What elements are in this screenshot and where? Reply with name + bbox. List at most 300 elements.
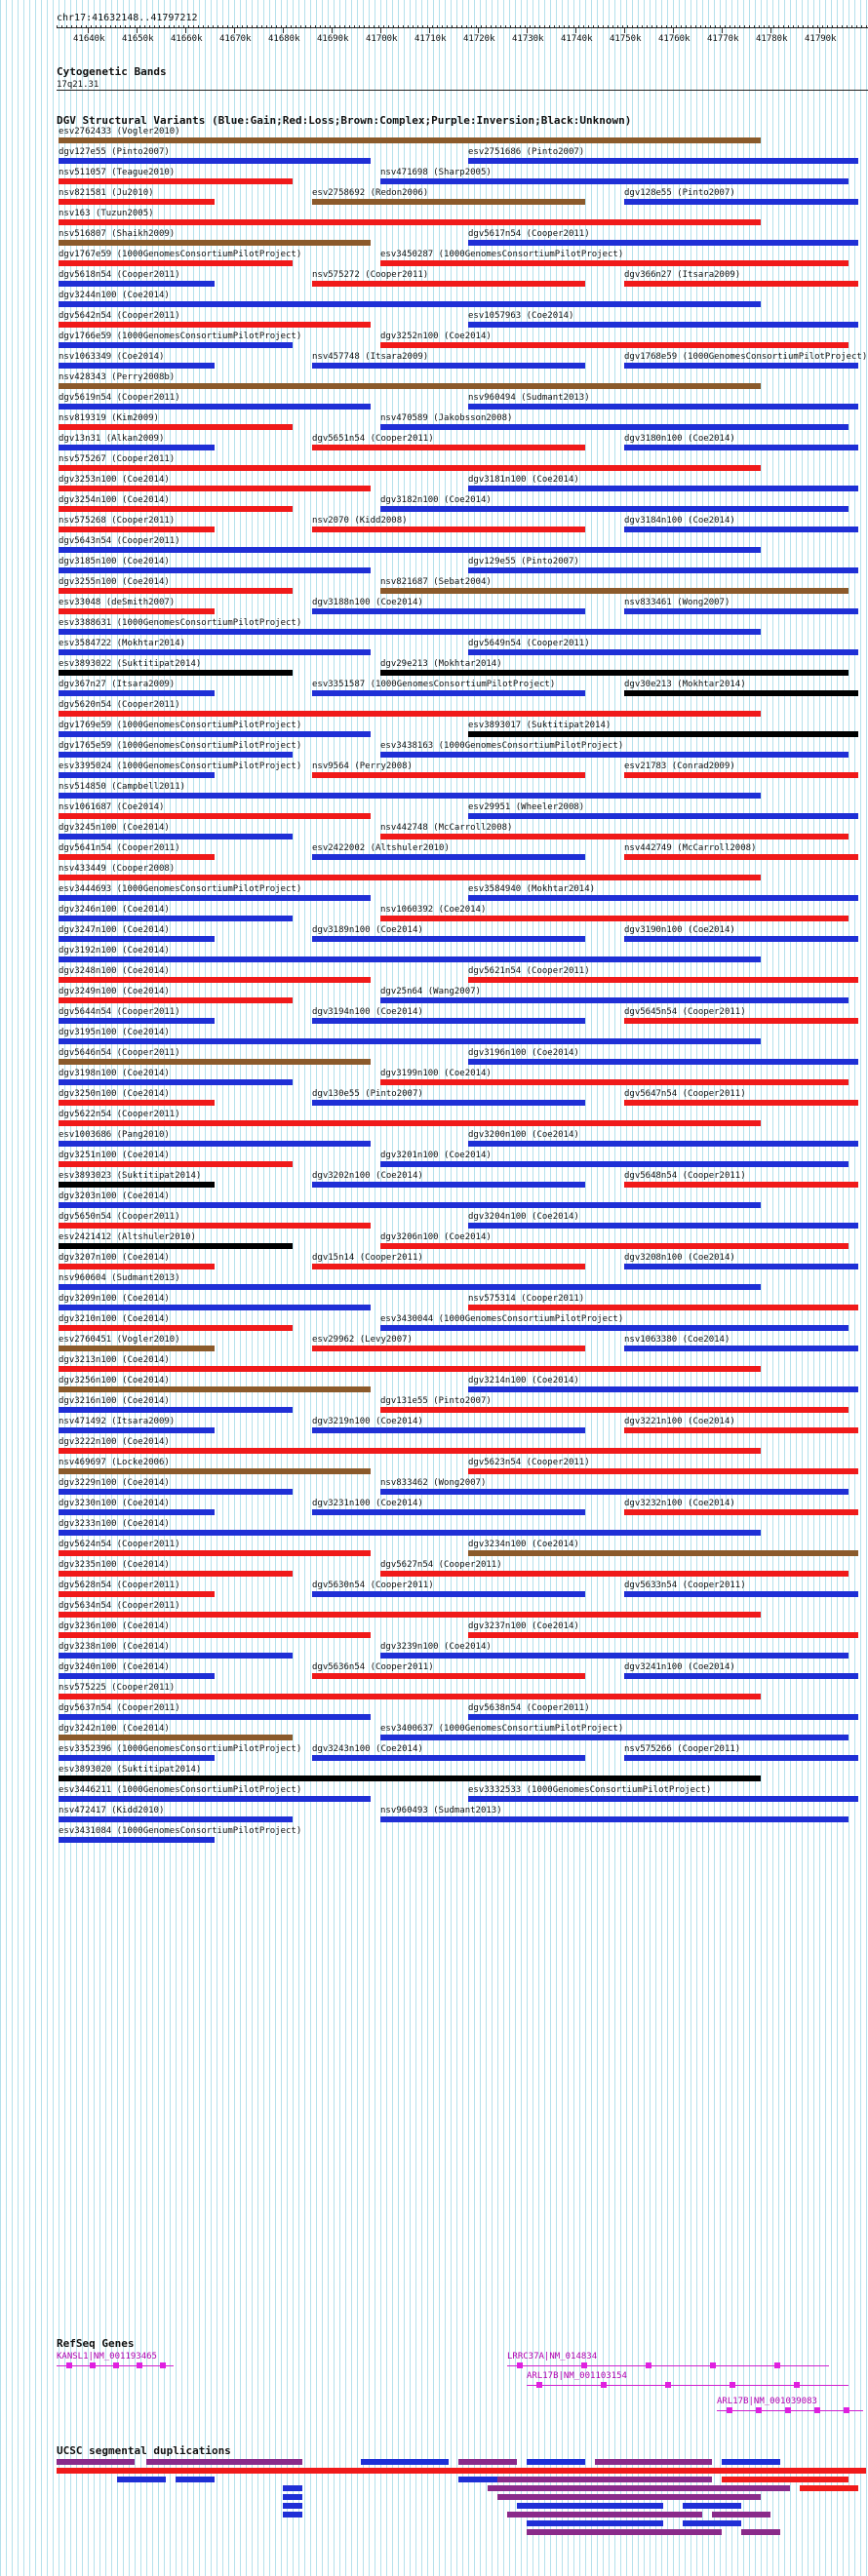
variant-bar (59, 1182, 215, 1188)
ruler-minor-tick (471, 25, 472, 27)
ruler-minor-tick (773, 25, 774, 27)
variant-label: dgv1767e59 (1000GenomesConsortiumPilotProject) (59, 250, 302, 259)
ruler-minor-tick (793, 25, 794, 27)
variant-label: dgv13n31 (Alkan2009) (59, 434, 165, 444)
variant-bar (59, 752, 293, 758)
variant-label: nsv821687 (Sebat2004) (380, 577, 492, 587)
variant-label: nsv442749 (McCarroll2008) (624, 843, 757, 853)
variant-label: esv3893017 (Suktitipat2014) (468, 721, 612, 730)
variant-label: nsv960494 (Sudmant2013) (468, 393, 590, 403)
ruler-minor-tick (222, 25, 223, 27)
ruler-minor-tick (242, 25, 243, 27)
variant-bar (59, 1694, 761, 1699)
variant-label: dgv3237n100 (Coe2014) (468, 1621, 579, 1631)
ruler-minor-tick (578, 25, 579, 27)
variant-bar (59, 1796, 371, 1802)
ruler-minor-tick (656, 25, 657, 27)
variant-bar (59, 342, 293, 348)
ruler-major-tick (283, 28, 284, 33)
variant-bar (312, 1755, 585, 1761)
variant-bar (59, 1612, 761, 1618)
ruler-tick-label: 41780k (756, 34, 788, 44)
variant-label: dgv5643n54 (Cooper2011) (59, 536, 180, 546)
ruler-minor-tick (125, 25, 126, 27)
variant-label: nsv163 (Tuzun2005) (59, 209, 154, 218)
variant-label: nsv575225 (Cooper2011) (59, 1683, 176, 1693)
variant-bar (59, 1776, 761, 1781)
variant-label: esv3431084 (1000GenomesConsortiumPilotProject) (59, 1826, 302, 1836)
variant-bar (312, 363, 585, 369)
ruler-major-tick (624, 28, 625, 33)
ruler-tick-label: 41650k (122, 34, 154, 44)
ruler-major-tick (478, 28, 479, 33)
variant-bar (468, 1796, 858, 1802)
variant-bar (59, 1386, 371, 1392)
ruler-minor-tick (281, 25, 282, 27)
variant-bar (59, 404, 371, 410)
ruler-major-tick (722, 28, 723, 33)
ruler-tick-label: 41700k (366, 34, 398, 44)
variant-bar (468, 649, 858, 655)
ruler-minor-tick (749, 25, 750, 27)
gene-exon (517, 2362, 523, 2368)
variant-label: dgv3229n100 (Coe2014) (59, 1478, 170, 1488)
variant-label: esv2760451 (Vogler2010) (59, 1335, 180, 1345)
variant-label: esv2762433 (Vogler2010) (59, 127, 180, 137)
gene-exon (710, 2362, 716, 2368)
variant-label: esv3352396 (1000GenomesConsortiumPilotProject) (59, 1744, 302, 1754)
variant-bar (624, 854, 858, 860)
variant-label: nsv575266 (Cooper2011) (624, 1744, 741, 1754)
ruler-minor-tick (227, 25, 228, 27)
ruler-minor-tick (76, 25, 77, 27)
variant-bar (59, 1837, 215, 1843)
variant-bar (59, 1284, 761, 1290)
variant-bar (59, 1468, 371, 1474)
variant-label: esv3388631 (1000GenomesConsortiumPilotProject) (59, 618, 302, 628)
variant-label: dgv3250n100 (Coe2014) (59, 1089, 170, 1099)
ruler-minor-tick (837, 25, 838, 27)
dgv-track-title: DGV Structural Variants (Blue:Gain;Red:Loss;Brown:Complex;Purple:Inversion;Black:Unknown) (57, 114, 632, 127)
variant-label: esv3351587 (1000GenomesConsortiumPilotProject) (312, 680, 556, 689)
variant-bar (59, 916, 293, 921)
ruler-minor-tick (169, 25, 170, 27)
variant-bar (59, 1816, 293, 1822)
variant-bar (380, 834, 848, 839)
segdup-block (527, 2529, 722, 2535)
refseq-track-title: RefSeq Genes (57, 2337, 135, 2350)
variant-label: dgv3190n100 (Coe2014) (624, 925, 735, 935)
variant-label: dgv1768e59 (1000GenomesConsortiumPilotProject) (624, 352, 868, 362)
ruler-minor-tick (144, 25, 145, 27)
ruler-major-tick (380, 28, 381, 33)
variant-label: dgv3232n100 (Coe2014) (624, 1499, 735, 1508)
ruler-minor-tick (344, 25, 345, 27)
variant-bar (312, 281, 585, 287)
variant-bar (312, 608, 585, 614)
ruler-tick-label: 41680k (268, 34, 300, 44)
variant-bar (59, 1100, 215, 1106)
variant-bar (468, 1141, 858, 1147)
variant-bar (468, 322, 858, 328)
ruler-minor-tick (213, 25, 214, 27)
ruler-minor-tick (530, 25, 531, 27)
ruler-minor-tick (681, 25, 682, 27)
variant-bar (624, 1591, 858, 1597)
ruler-tick-label: 41710k (414, 34, 447, 44)
ruler-minor-tick (734, 25, 735, 27)
variant-label: nsv819319 (Kim2009) (59, 413, 159, 423)
variant-bar (59, 1407, 293, 1413)
ruler-minor-tick (842, 25, 843, 27)
ruler-minor-tick (178, 25, 179, 27)
ruler-minor-tick (374, 25, 375, 27)
variant-bar (59, 690, 215, 696)
ruler-minor-tick (447, 25, 448, 27)
variant-bar (380, 178, 848, 184)
variant-bar (380, 1571, 848, 1577)
variant-bar (468, 813, 858, 819)
variant-bar (59, 1161, 293, 1167)
variant-bar (624, 199, 858, 205)
variant-bar (59, 1141, 371, 1147)
gene-exon (665, 2382, 671, 2388)
ruler-minor-tick (330, 25, 331, 27)
variant-bar (624, 1100, 858, 1106)
variant-label: dgv3194n100 (Coe2014) (312, 1007, 423, 1017)
ruler-minor-tick (452, 25, 453, 27)
ruler-tick-label: 41690k (317, 34, 349, 44)
variant-label: dgv128e55 (Pinto2007) (624, 188, 735, 198)
variant-label: dgv1766e59 (1000GenomesConsortiumPilotProject) (59, 332, 302, 341)
variant-bar (59, 1120, 761, 1126)
segdup-block (527, 2459, 585, 2465)
variant-bar (312, 1018, 585, 1024)
ruler-minor-tick (847, 25, 848, 27)
ruler-minor-tick (593, 25, 594, 27)
variant-bar (59, 1018, 215, 1024)
variant-bar (59, 1530, 761, 1536)
variant-label: dgv3199n100 (Coe2014) (380, 1069, 492, 1078)
gene-exon (785, 2407, 791, 2413)
ruler-minor-tick (81, 25, 82, 27)
ruler-minor-tick (183, 25, 184, 27)
variant-label: dgv3196n100 (Coe2014) (468, 1048, 579, 1058)
variant-label: dgv5620n54 (Cooper2011) (59, 700, 180, 710)
variant-label: dgv3207n100 (Coe2014) (59, 1253, 170, 1263)
ruler-minor-tick (783, 25, 784, 27)
variant-bar (59, 281, 215, 287)
variant-label: esv3446211 (1000GenomesConsortiumPilotProject) (59, 1785, 302, 1795)
ruler-tick-label: 41720k (463, 34, 495, 44)
variant-label: dgv3242n100 (Coe2014) (59, 1724, 170, 1734)
segdup-block (712, 2512, 770, 2517)
variant-label: esv3430044 (1000GenomesConsortiumPilotProject) (380, 1314, 624, 1324)
variant-label: dgv3251n100 (Coe2014) (59, 1151, 170, 1160)
variant-label: esv3395024 (1000GenomesConsortiumPilotProject) (59, 761, 302, 771)
variant-bar (624, 363, 858, 369)
variant-label: nsv9564 (Perry2008) (312, 761, 413, 771)
variant-label: dgv5634n54 (Cooper2011) (59, 1601, 180, 1611)
ruler-minor-tick (632, 25, 633, 27)
variant-label: nsv1060392 (Coe2014) (380, 905, 487, 915)
variant-bar (59, 445, 215, 450)
variant-label: dgv3198n100 (Coe2014) (59, 1069, 170, 1078)
variant-bar (59, 1755, 215, 1761)
variant-bar (59, 1223, 371, 1229)
variant-label: esv3332533 (1000GenomesConsortiumPilotProject) (468, 1785, 712, 1795)
ruler-minor-tick (300, 25, 301, 27)
variant-label: dgv5638n54 (Cooper2011) (468, 1703, 590, 1713)
ruler-minor-tick (198, 25, 199, 27)
variant-label: nsv514850 (Campbell2011) (59, 782, 186, 792)
variant-bar (59, 1202, 761, 1208)
variant-label: dgv3200n100 (Coe2014) (468, 1130, 579, 1140)
variant-label: esv3893020 (Suktitipat2014) (59, 1765, 202, 1775)
cytoband-bar (57, 90, 868, 91)
ruler-minor-tick (832, 25, 833, 27)
ruler-minor-tick (237, 25, 238, 27)
variant-bar (59, 834, 293, 839)
variant-label: esv2751686 (Pinto2007) (468, 147, 585, 157)
variant-bar (59, 1346, 215, 1351)
ruler-minor-tick (247, 25, 248, 27)
variant-label: dgv1765e59 (1000GenomesConsortiumPilotProject) (59, 741, 302, 751)
ruler-minor-tick (612, 25, 613, 27)
segdup-block (595, 2459, 712, 2465)
ruler-minor-tick (110, 25, 111, 27)
variant-label: dgv5623n54 (Cooper2011) (468, 1458, 590, 1467)
gene-exon (730, 2382, 735, 2388)
variant-label: esv1057963 (Coe2014) (468, 311, 574, 321)
variant-bar (380, 588, 848, 594)
ruler-minor-tick (559, 25, 560, 27)
variant-bar (59, 527, 215, 532)
ruler-minor-tick (369, 25, 370, 27)
variant-bar (59, 956, 761, 962)
ruler-tick-label: 41640k (73, 34, 105, 44)
ruler-minor-tick (651, 25, 652, 27)
variant-label: nsv469697 (Locke2006) (59, 1458, 170, 1467)
variant-bar (380, 424, 848, 430)
ruler-minor-tick (135, 25, 136, 27)
variant-label: dgv3234n100 (Coe2014) (468, 1540, 579, 1549)
ruler-minor-tick (647, 25, 648, 27)
ruler-minor-tick (466, 25, 467, 27)
ruler-minor-tick (261, 25, 262, 27)
ruler-minor-tick (554, 25, 555, 27)
variant-bar (59, 772, 215, 778)
cytoband-label: 17q21.31 (57, 80, 99, 90)
ruler-minor-tick (788, 25, 789, 27)
variant-label: dgv25n64 (Wang2007) (380, 987, 481, 996)
variant-label: dgv3241n100 (Coe2014) (624, 1662, 735, 1672)
ruler-minor-tick (588, 25, 589, 27)
segdup-block (488, 2485, 790, 2491)
ruler-minor-tick (739, 25, 740, 27)
variant-bar (468, 404, 858, 410)
variant-label: dgv3235n100 (Coe2014) (59, 1560, 170, 1570)
ruler-minor-tick (671, 25, 672, 27)
ruler-minor-tick (266, 25, 267, 27)
variant-bar (59, 322, 371, 328)
ruler-minor-tick (388, 25, 389, 27)
variant-bar (468, 486, 858, 491)
ruler-minor-tick (861, 25, 862, 27)
variant-bar (468, 1223, 858, 1229)
ruler-minor-tick (413, 25, 414, 27)
variant-bar (312, 199, 585, 205)
variant-label: dgv3180n100 (Coe2014) (624, 434, 735, 444)
variant-label: dgv5650n54 (Cooper2011) (59, 1212, 180, 1222)
variant-bar (312, 1182, 585, 1188)
ruler-minor-tick (690, 25, 691, 27)
gene-label: ARL17B|NM_001039083 (717, 2397, 817, 2406)
ruler-minor-tick (408, 25, 409, 27)
variant-label: esv3893022 (Suktitipat2014) (59, 659, 202, 669)
ruler-minor-tick (86, 25, 87, 27)
ruler-minor-tick (57, 25, 58, 27)
ruler-minor-tick (217, 25, 218, 27)
ruler-major-tick (770, 28, 771, 33)
ruler-tick-label: 41760k (658, 34, 690, 44)
gene-exon (137, 2362, 142, 2368)
ruler-minor-tick (120, 25, 121, 27)
variant-bar (380, 1325, 848, 1331)
ruler-minor-tick (276, 25, 277, 27)
ruler-major-tick (88, 28, 89, 33)
ruler-major-tick (332, 28, 333, 33)
variant-bar (59, 383, 761, 389)
variant-label: nsv471492 (Itsara2009) (59, 1417, 176, 1426)
variant-label: nsv516807 (Shaikh2009) (59, 229, 176, 239)
ruler-minor-tick (193, 25, 194, 27)
ruler-minor-tick (583, 25, 584, 27)
variant-bar (59, 1427, 215, 1433)
variant-label: dgv3236n100 (Coe2014) (59, 1621, 170, 1631)
ruler-minor-tick (481, 25, 482, 27)
variant-bar (59, 158, 371, 164)
variant-label: nsv1061687 (Coe2014) (59, 802, 165, 812)
segdup-block (722, 2459, 780, 2465)
variant-label: nsv575267 (Cooper2011) (59, 454, 176, 464)
ruler-minor-tick (364, 25, 365, 27)
variant-label: dgv3184n100 (Coe2014) (624, 516, 735, 526)
variant-bar (312, 690, 585, 696)
ruler-major-tick (234, 28, 235, 33)
ruler-minor-tick (71, 25, 72, 27)
ruler-minor-tick (564, 25, 565, 27)
variant-label: dgv5618n54 (Cooper2011) (59, 270, 180, 280)
variant-label: dgv5630n54 (Cooper2011) (312, 1581, 434, 1590)
variant-bar (59, 178, 293, 184)
ruler-minor-tick (525, 25, 526, 27)
ruler-minor-tick (115, 25, 116, 27)
segdup-block (800, 2485, 858, 2491)
variant-label: dgv3182n100 (Coe2014) (380, 495, 492, 505)
variant-label: esv2421412 (Altshuler2010) (59, 1232, 196, 1242)
gene-exon (66, 2362, 72, 2368)
variant-label: dgv366n27 (Itsara2009) (624, 270, 741, 280)
variant-bar (59, 1550, 371, 1556)
gene-exon (113, 2362, 119, 2368)
variant-label: dgv3210n100 (Coe2014) (59, 1314, 170, 1324)
variant-bar (59, 1366, 761, 1372)
variant-bar (59, 137, 761, 143)
variant-label: dgv5636n54 (Cooper2011) (312, 1662, 434, 1672)
ruler-minor-tick (164, 25, 165, 27)
variant-label: nsv470589 (Jakobsson2008) (380, 413, 513, 423)
ruler-minor-tick (598, 25, 599, 27)
ruler-minor-tick (676, 25, 677, 27)
ruler-minor-tick (203, 25, 204, 27)
variant-label: nsv821581 (Ju2010) (59, 188, 154, 198)
ruler-minor-tick (549, 25, 550, 27)
gene-exon (794, 2382, 800, 2388)
segdup-block (458, 2459, 517, 2465)
variant-bar (312, 1591, 585, 1597)
ruler-minor-tick (310, 25, 311, 27)
segdup-block (57, 2459, 135, 2465)
variant-bar (59, 608, 215, 614)
variant-bar (624, 1018, 858, 1024)
variant-bar (59, 793, 761, 799)
segdup-block (507, 2512, 702, 2517)
variant-label: dgv3222n100 (Coe2014) (59, 1437, 170, 1447)
variant-label: dgv5633n54 (Cooper2011) (624, 1581, 746, 1590)
gene-line (507, 2365, 829, 2366)
variant-label: dgv5642n54 (Cooper2011) (59, 311, 180, 321)
variant-bar (312, 1427, 585, 1433)
variant-bar (468, 731, 858, 737)
ruler-minor-tick (700, 25, 701, 27)
gene-exon (727, 2407, 732, 2413)
ruler-minor-tick (851, 25, 852, 27)
ruler-minor-tick (271, 25, 272, 27)
ruler-minor-tick (637, 25, 638, 27)
variant-label: dgv5648n54 (Cooper2011) (624, 1171, 746, 1181)
segdup-block (283, 2512, 302, 2517)
gene-exon (160, 2362, 166, 2368)
variant-label: esv1003686 (Pang2010) (59, 1130, 170, 1140)
variant-bar (59, 977, 371, 983)
variant-bar (312, 936, 585, 942)
variant-bar (59, 936, 215, 942)
ruler-minor-tick (315, 25, 316, 27)
ruler-minor-tick (491, 25, 492, 27)
variant-bar (380, 1489, 848, 1495)
segdup-block (683, 2520, 741, 2526)
variant-label: esv3444693 (1000GenomesConsortiumPilotProject) (59, 884, 302, 894)
variant-label: dgv3239n100 (Coe2014) (380, 1642, 492, 1652)
segdup-block (283, 2494, 302, 2500)
ruler-tick-label: 41660k (171, 34, 203, 44)
variant-label: esv3584940 (Mokhtar2014) (468, 884, 596, 894)
variant-bar (624, 608, 858, 614)
variant-bar (624, 1755, 858, 1761)
variant-bar (59, 1079, 293, 1085)
variant-label: nsv575268 (Cooper2011) (59, 516, 176, 526)
variant-label: esv2422002 (Altshuler2010) (312, 843, 450, 853)
ruler-minor-tick (188, 25, 189, 27)
variant-label: dgv130e55 (Pinto2007) (312, 1089, 423, 1099)
ruler-minor-tick (856, 25, 857, 27)
gene-exon (601, 2382, 607, 2388)
variant-bar (59, 1059, 371, 1065)
ruler-minor-tick (544, 25, 545, 27)
ruler-minor-tick (66, 25, 67, 27)
variant-label: dgv5641n54 (Cooper2011) (59, 843, 180, 853)
